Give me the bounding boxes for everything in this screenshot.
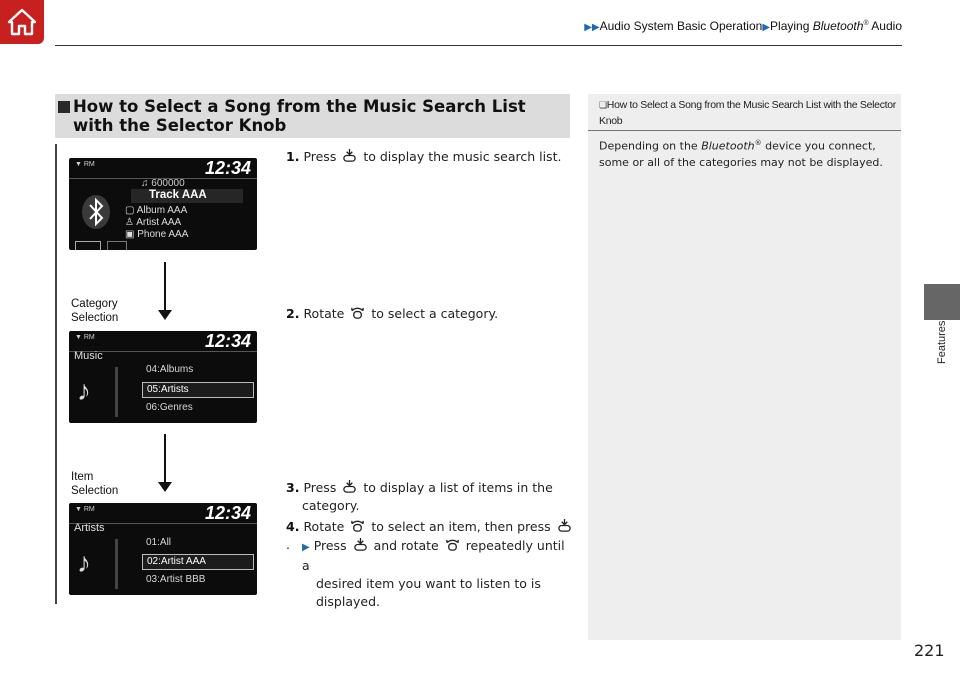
note-title: ❏How to Select a Song from the Music Search List with the Selector Knob [599,99,897,127]
side-tab-label: Features [936,320,948,364]
menu-item-selected: 05:Artists [142,382,254,398]
music-note-icon: ♪ [77,547,91,578]
track-number: ♫ 600000 [141,178,185,189]
step-3: 3. Press to display a list of items in the category. [286,480,553,513]
press-knob-icon [342,148,357,163]
breadcrumb [584,19,902,33]
down-arrow-line [164,262,166,312]
press-knob-icon [353,537,368,552]
rotate-knob-icon [350,518,365,533]
audio-screen-now-playing [69,158,257,250]
menu-item-selected: 02:Artist AAA [142,554,254,570]
menu-item: 03:Artist BBB [146,574,206,585]
breadcrumb-link-bluetooth[interactable]: Playing Bluetooth® Audio [770,19,902,33]
audio-screen-item-list: ▼ RM 12:34 Artists ♪ 01:All 02:Artist AAA 03:Artist BBB [69,503,257,595]
down-arrow-icon [158,482,172,492]
menu-item: 04:Albums [146,364,194,375]
step-1: 1. Press to display the music search list. [286,149,562,164]
screen-title: Artists [74,522,105,534]
screen-clock: 12:34 [204,331,251,351]
screen-title: Music [74,350,103,362]
breadcrumb-link-audio-basic[interactable]: Audio System Basic Operation [599,19,763,33]
breadcrumb-arrow-icon: ▶ [762,22,771,33]
label-category-selection: Category Selection [71,298,119,324]
screen-clock: 12:34 [204,158,251,178]
down-arrow-line [164,434,166,484]
step-4-substep: ▶ Press and rotate repeatedly until a desired item you want to listen to is displayed. [302,538,565,609]
substep-arrow-icon: ▶ [302,542,310,553]
rotate-knob-icon [445,537,460,552]
music-note-icon: ♪ [77,375,91,406]
section-heading [55,94,570,138]
rotate-knob-icon [350,305,365,320]
menu-item: 01:All [146,537,172,548]
screen-clock: 12:34 [204,503,251,523]
step-2: 2. Rotate to select a category. [286,306,499,321]
home-icon [5,5,39,39]
track-details: ▢ Album AAA ♙ Artist AAA ▣ Phone AAA [125,205,189,240]
note-divider [588,130,901,131]
track-title: Track AAA [149,189,207,201]
menu-item: 06:Genres [146,402,193,413]
label-item-selection: Item Selection [71,471,119,497]
section-title: How to Select a Song from the Music Search List with the Selector Knob [73,97,526,135]
note-panel [588,94,901,640]
header-divider [55,45,902,46]
figure-divider [55,144,57,604]
down-arrow-icon [158,310,172,320]
press-knob-icon [557,518,572,533]
page-number: 221 [914,641,945,660]
pause-icon [107,241,127,250]
home-button[interactable] [0,0,44,44]
heading-square-icon [58,101,70,113]
step-4: 4. Rotate to select an item, then press . [286,518,576,554]
press-knob-icon [342,479,357,494]
breadcrumb-arrow-icon: ▶▶ [584,22,600,33]
play-icon [75,241,101,250]
note-reference-icon: ❏ [599,100,607,110]
status-icons: ▼ RM [75,161,95,168]
note-body: Depending on the Bluetooth® device you connect, some or all of the categories may not be displayed. [599,139,883,169]
bluetooth-icon [81,194,111,230]
audio-screen-category-list: ▼ RM 12:34 Music ♪ 04:Albums 05:Artists 06:Genres [69,331,257,423]
